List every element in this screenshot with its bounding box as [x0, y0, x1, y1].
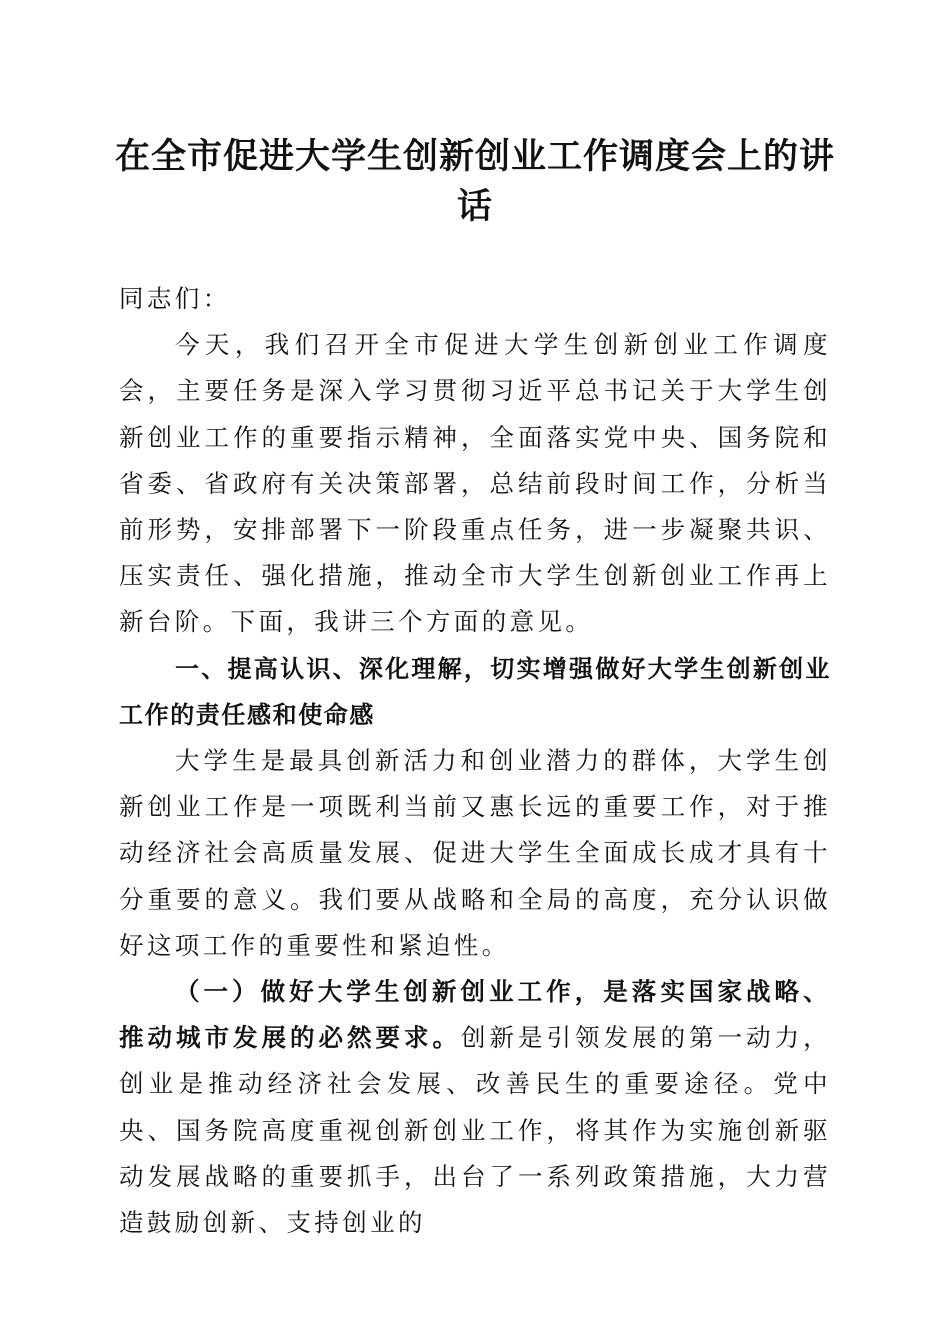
subsection-1-lead: （一）做好大学生创新创业工作，是落实国家战略、推动城市发展的必然要求。: [119, 977, 831, 1053]
document-title: 在全市促进大学生创新创业工作调度会上的讲话: [114, 136, 835, 227]
document-body: [119, 276, 831, 1246]
subsection-1-text: 创新是引领发展的第一动力，创业是推动经济社会发展、改善民生的重要途径。党中央、国务院高度重视创新创业工作，将其作为实施创新驱动发展战略的重要抓手，出台了一系列政策措施，大力营造鼓励创新、支持创业的: [119, 1023, 831, 1238]
subsection-1-paragraph: [119, 969, 831, 1246]
intro-paragraph: 今天，我们召开全市促进大学生创新创业工作调度会，主要任务是深入学习贯彻习近平总书记关于大学生创新创业工作的重要指示精神，全面落实党中央、国务院和省委、省政府有关决策部署，总结前段时间工作，分析当前形势，安排部署下一阶段重点任务，进一步凝聚共识、压实责任、强化措施，推动全市大学生创新创业工作再上新台阶。下面，我讲三个方面的意见。: [119, 330, 831, 637]
salutation: 同志们：: [119, 284, 231, 313]
section-heading-1: 一、提高认识、深化理解，切实增强做好大学生创新创业工作的责任感和使命感: [119, 654, 831, 729]
section-1-paragraph: 大学生是最具创新活力和创业潜力的群体，大学生创新创业工作是一项既利当前又惠长远的重要工作，对于推动经济社会高质量发展、促进大学生全面成长成才具有十分重要的意义。我们要从战略和全局的高度，充分认识做好这项工作的重要性和紧迫性。: [119, 746, 831, 960]
